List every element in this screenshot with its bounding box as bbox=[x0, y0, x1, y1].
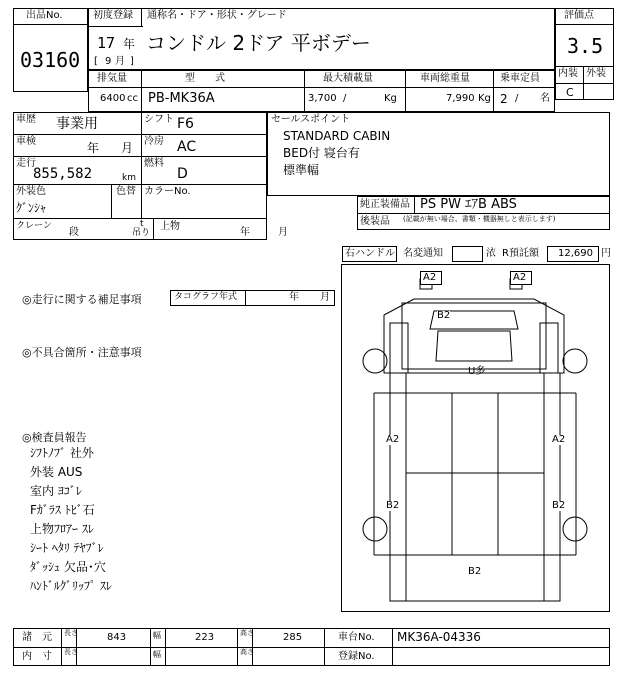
type-label: 型 式 bbox=[185, 73, 225, 84]
reg-month-close: ] bbox=[130, 56, 134, 67]
shift-value: F6 bbox=[177, 116, 194, 132]
reg-month: 9 bbox=[105, 56, 112, 67]
color-value: ｸﾞﾝｼｬ bbox=[16, 201, 47, 215]
color-code-label: カラーNo. bbox=[144, 186, 191, 197]
damage-mark-label: B2 bbox=[468, 566, 482, 577]
damage-diagram bbox=[341, 264, 610, 612]
width-value: 223 bbox=[195, 632, 215, 643]
mileage-unit: km bbox=[122, 173, 136, 183]
reg-year-unit: 年 bbox=[123, 37, 136, 51]
right-hand-label: 右ハンドル bbox=[345, 248, 395, 259]
inspector-label: ◎検査員報告 bbox=[22, 431, 87, 444]
defect-label: ◎不具合箇所・注意事項 bbox=[22, 346, 142, 359]
shift-label: シフト bbox=[144, 114, 174, 125]
lot-label: 出品No. bbox=[26, 10, 63, 21]
reg-month-open: [ bbox=[94, 56, 98, 67]
mileage-label: 走行 bbox=[16, 158, 36, 169]
tacho-year: 年 bbox=[289, 292, 299, 303]
r-label: R預託額 bbox=[502, 248, 539, 259]
inspector-line: ｼｰﾄ ﾍﾀﾘ ﾃﾔﾌﾞﾚ bbox=[30, 541, 104, 555]
inspector-line: 室内 ﾖｺﾞﾚ bbox=[30, 484, 82, 498]
aftermarket-label: 後装品 bbox=[360, 216, 390, 227]
ac-value: AC bbox=[177, 139, 197, 155]
sales-line-3: 標準幅 bbox=[283, 163, 320, 177]
tacho-month: 月 bbox=[320, 292, 330, 303]
mileage-value: 855,582 bbox=[33, 166, 93, 182]
crane-label: クレーン bbox=[16, 221, 52, 231]
mileage-mark: 㳖 bbox=[486, 248, 496, 259]
history-value: 事業用 bbox=[56, 116, 98, 132]
displacement-label: 排気量 bbox=[97, 73, 127, 84]
dims-label: 諸 元 bbox=[22, 632, 52, 643]
damage-mark-label: A2 bbox=[386, 434, 400, 445]
aftermarket-note: (記載が無い場合、書類・機器無しと表示します) bbox=[403, 215, 556, 223]
inspection-label: 車検 bbox=[16, 136, 36, 147]
truck-outline bbox=[342, 265, 609, 611]
driving-notes-label: ◎走行に関する補足事項 bbox=[22, 293, 142, 306]
genuine-label: 純正装備品 bbox=[360, 199, 410, 210]
damage-mark-label: A2 bbox=[423, 272, 437, 283]
grade-score: 3.5 bbox=[567, 34, 604, 58]
gross-value: 7,990 bbox=[446, 93, 475, 104]
upper-year: 年 bbox=[240, 227, 250, 238]
genuine-value: PS PW ｴｱB ABS bbox=[420, 197, 517, 212]
length-value: 843 bbox=[107, 632, 127, 643]
crane-ton: t bbox=[140, 219, 144, 229]
upper-month: 月 bbox=[278, 227, 288, 238]
color-change-label: 色替 bbox=[116, 186, 136, 197]
chassis-number: MK36A-04336 bbox=[397, 630, 481, 644]
inspection-year: 年 bbox=[87, 141, 100, 155]
sales-line-2: BED付 寝台有 bbox=[283, 146, 360, 160]
capacity-label: 最大積載量 bbox=[323, 73, 373, 84]
exterior-label: 外装 bbox=[586, 68, 606, 79]
damage-mark-label: A2 bbox=[552, 434, 566, 445]
inspector-line: ｼﾌﾄﾉﾌﾞ 社外 bbox=[30, 446, 94, 460]
height-label: 高さ bbox=[240, 629, 254, 637]
seats-slash: / bbox=[515, 93, 519, 104]
r-amount: 12,690 bbox=[558, 248, 593, 259]
seats-label: 乗車定員 bbox=[500, 73, 540, 84]
history-label: 車歴 bbox=[16, 114, 36, 125]
inspector-line: 上物ﾌﾛｱｰ ｽﾚ bbox=[30, 522, 94, 536]
displacement-value: 6400 bbox=[100, 93, 126, 104]
inspection-month: 月 bbox=[121, 141, 134, 155]
damage-mark-label: A2 bbox=[513, 272, 527, 283]
capacity-slash: / bbox=[343, 93, 347, 104]
gross-label: 車両総重量 bbox=[420, 73, 470, 84]
interior-label: 内装 bbox=[558, 68, 578, 79]
name-label: 通称名・ドア・形状・グレード bbox=[147, 10, 287, 21]
fuel-value: D bbox=[177, 166, 188, 182]
model-name: コンドル 2ドア 平ボデー bbox=[146, 31, 371, 55]
reg-month-unit: 月 bbox=[115, 56, 125, 67]
gross-unit: Kg bbox=[478, 93, 491, 104]
sales-line-1: STANDARD CABIN bbox=[283, 129, 391, 143]
name-change-box bbox=[452, 246, 483, 262]
inner-dims-label: 内 寸 bbox=[22, 651, 52, 662]
r-unit: 円 bbox=[601, 248, 611, 259]
inner-length-label: 長さ bbox=[64, 648, 78, 656]
tachograph-label: タコグラフ年式 bbox=[174, 292, 238, 302]
inspector-line: 外装 AUS bbox=[30, 465, 83, 479]
seats-unit: 名 bbox=[540, 93, 550, 104]
model-code: PB-MK36A bbox=[148, 91, 215, 106]
damage-mark-label: B2 bbox=[552, 500, 566, 511]
interior-grade: C bbox=[566, 86, 574, 99]
length-label: 長さ bbox=[64, 629, 78, 637]
name-change-label: 名変通知 bbox=[403, 248, 443, 259]
seats-value: 2 bbox=[500, 92, 508, 106]
capacity-value: 3,700 bbox=[308, 93, 337, 104]
chassis-label: 車台No. bbox=[338, 632, 375, 643]
reg-label: 初度登録 bbox=[93, 10, 133, 21]
inner-height-label: 高さ bbox=[240, 648, 254, 656]
reg-no-label: 登録No. bbox=[338, 651, 375, 662]
damage-mark-label: B2 bbox=[386, 500, 400, 511]
crane-lift: 吊り bbox=[132, 228, 151, 238]
damage-mark-label: U多 bbox=[468, 366, 486, 377]
inspector-line: ﾀﾞｯｼｭ 欠品･穴 bbox=[30, 560, 106, 574]
reg-year: 17 bbox=[97, 34, 116, 52]
crane-stage: 段 bbox=[69, 227, 79, 238]
upper-label: 上物 bbox=[160, 221, 180, 232]
ac-label: 冷房 bbox=[144, 136, 164, 147]
sales-label: セールスポイント bbox=[271, 114, 351, 125]
inner-width-label: 幅 bbox=[153, 650, 161, 659]
width-label: 幅 bbox=[153, 631, 161, 640]
color-label: 外装色 bbox=[16, 186, 46, 197]
displacement-unit: cc bbox=[127, 93, 138, 104]
capacity-unit: Kg bbox=[384, 93, 397, 104]
grade-label: 評価点 bbox=[564, 10, 594, 21]
damage-mark-label: B2 bbox=[437, 310, 451, 321]
inspector-line: Fｶﾞﾗｽ ﾄﾋﾞ石 bbox=[30, 503, 95, 517]
lot-number: 03160 bbox=[20, 48, 81, 72]
fuel-label: 燃料 bbox=[144, 158, 164, 169]
inspector-line: ﾊﾝﾄﾞﾙｸﾞﾘｯﾌﾟ ｽﾚ bbox=[30, 579, 112, 593]
height-value: 285 bbox=[283, 632, 303, 643]
